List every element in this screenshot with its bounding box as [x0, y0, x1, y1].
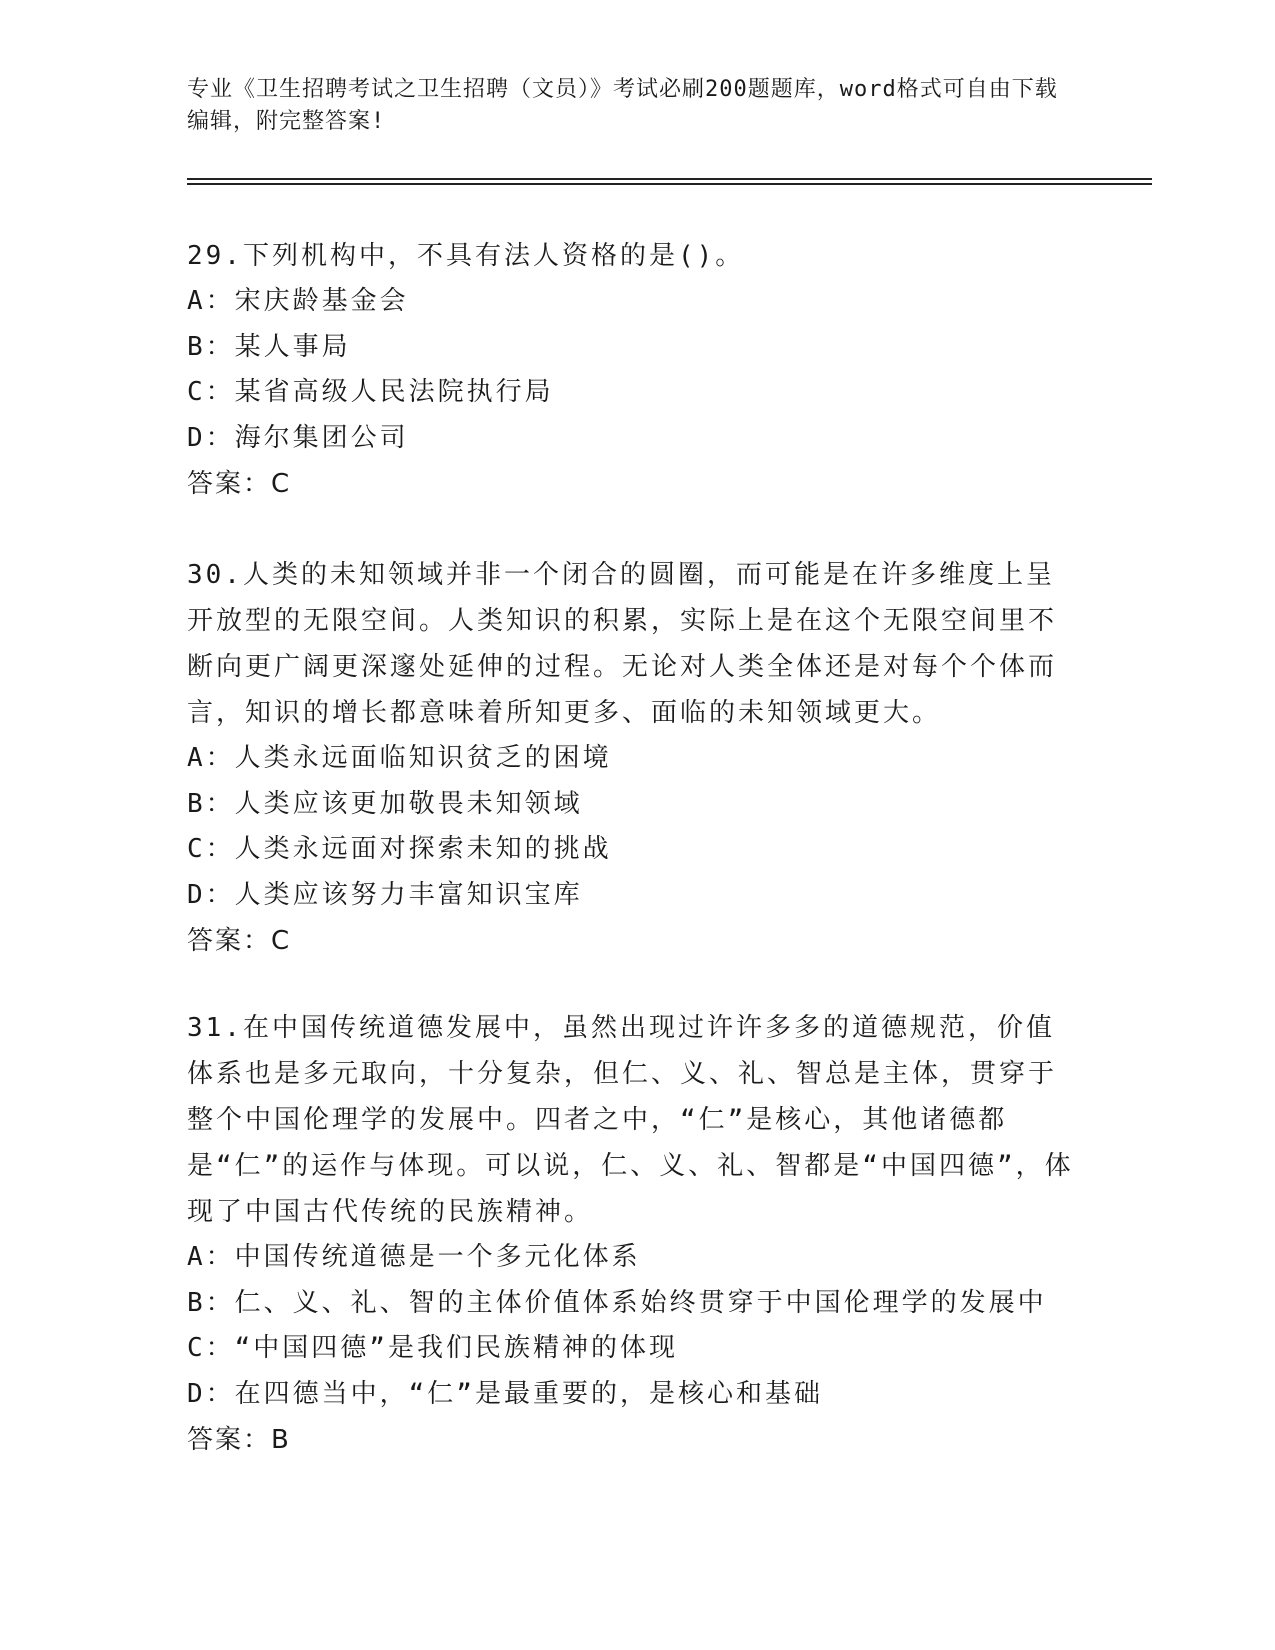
option-d: D：在四德当中，“仁”是最重要的，是核心和基础 — [187, 1378, 823, 1409]
option-d: D：海尔集团公司 — [187, 422, 409, 453]
question-30 — [187, 552, 1077, 964]
option-a: A：人类永远面临知识贫乏的困境 — [187, 743, 612, 773]
question-31 — [187, 1005, 1077, 1463]
option-a: A：宋庆龄基金会 — [187, 286, 409, 316]
answer-line: 答案：C — [187, 926, 292, 956]
answer-line: 答案：C — [187, 469, 292, 499]
option-c: C：某省高级人民法院执行局 — [187, 377, 554, 407]
answer-line: 答案：B — [187, 1425, 291, 1455]
question-stem: 29.下列机构中，不具有法人资格的是()。 — [187, 241, 745, 271]
option-b: B：仁、义、礼、智的主体价值体系始终贯穿于中国伦理学的发展中 — [187, 1287, 1047, 1318]
question-stem: 30.人类的未知领域并非一个闭合的圆圈，而可能是在许多维度上呈开放型的无限空间。人类知识的积累，实际上是在这个无限空间里不断向更广阔更深邃处延伸的过程。无论对人类全体还是对每个个体而言，知识的增长都意味着所知更多、面临的未知领域更大。 — [187, 560, 1058, 728]
option-b: B：某人事局 — [187, 331, 351, 362]
document-header: 专业《卫生招聘考试之卫生招聘（文员）》考试必刷200题题库，word格式可自由下载编辑，附完整答案! — [187, 77, 1058, 134]
question-29 — [187, 233, 1077, 507]
option-c: C：“中国四德”是我们民族精神的体现 — [187, 1333, 678, 1363]
option-a: A：中国传统道德是一个多元化体系 — [187, 1242, 641, 1272]
option-d: D：人类应该努力丰富知识宝库 — [187, 879, 583, 910]
option-b: B：人类应该更加敬畏未知领域 — [187, 788, 583, 819]
header-divider-bottom — [187, 183, 1152, 185]
option-c: C：人类永远面对探索未知的挑战 — [187, 834, 612, 864]
question-stem: 31.在中国传统道德发展中，虽然出现过许许多多的道德规范，价值体系也是多元取向，十分复杂，但仁、义、礼、智总是主体，贯穿于整个中国伦理学的发展中。四者之中，“仁”是核心，其他诸德都是“仁”的运作与体现。可以说，仁、义、礼、智都是“中国四德”，体现了中国古代传统的民族精神。 — [187, 1013, 1074, 1227]
header-divider-top — [187, 178, 1152, 180]
